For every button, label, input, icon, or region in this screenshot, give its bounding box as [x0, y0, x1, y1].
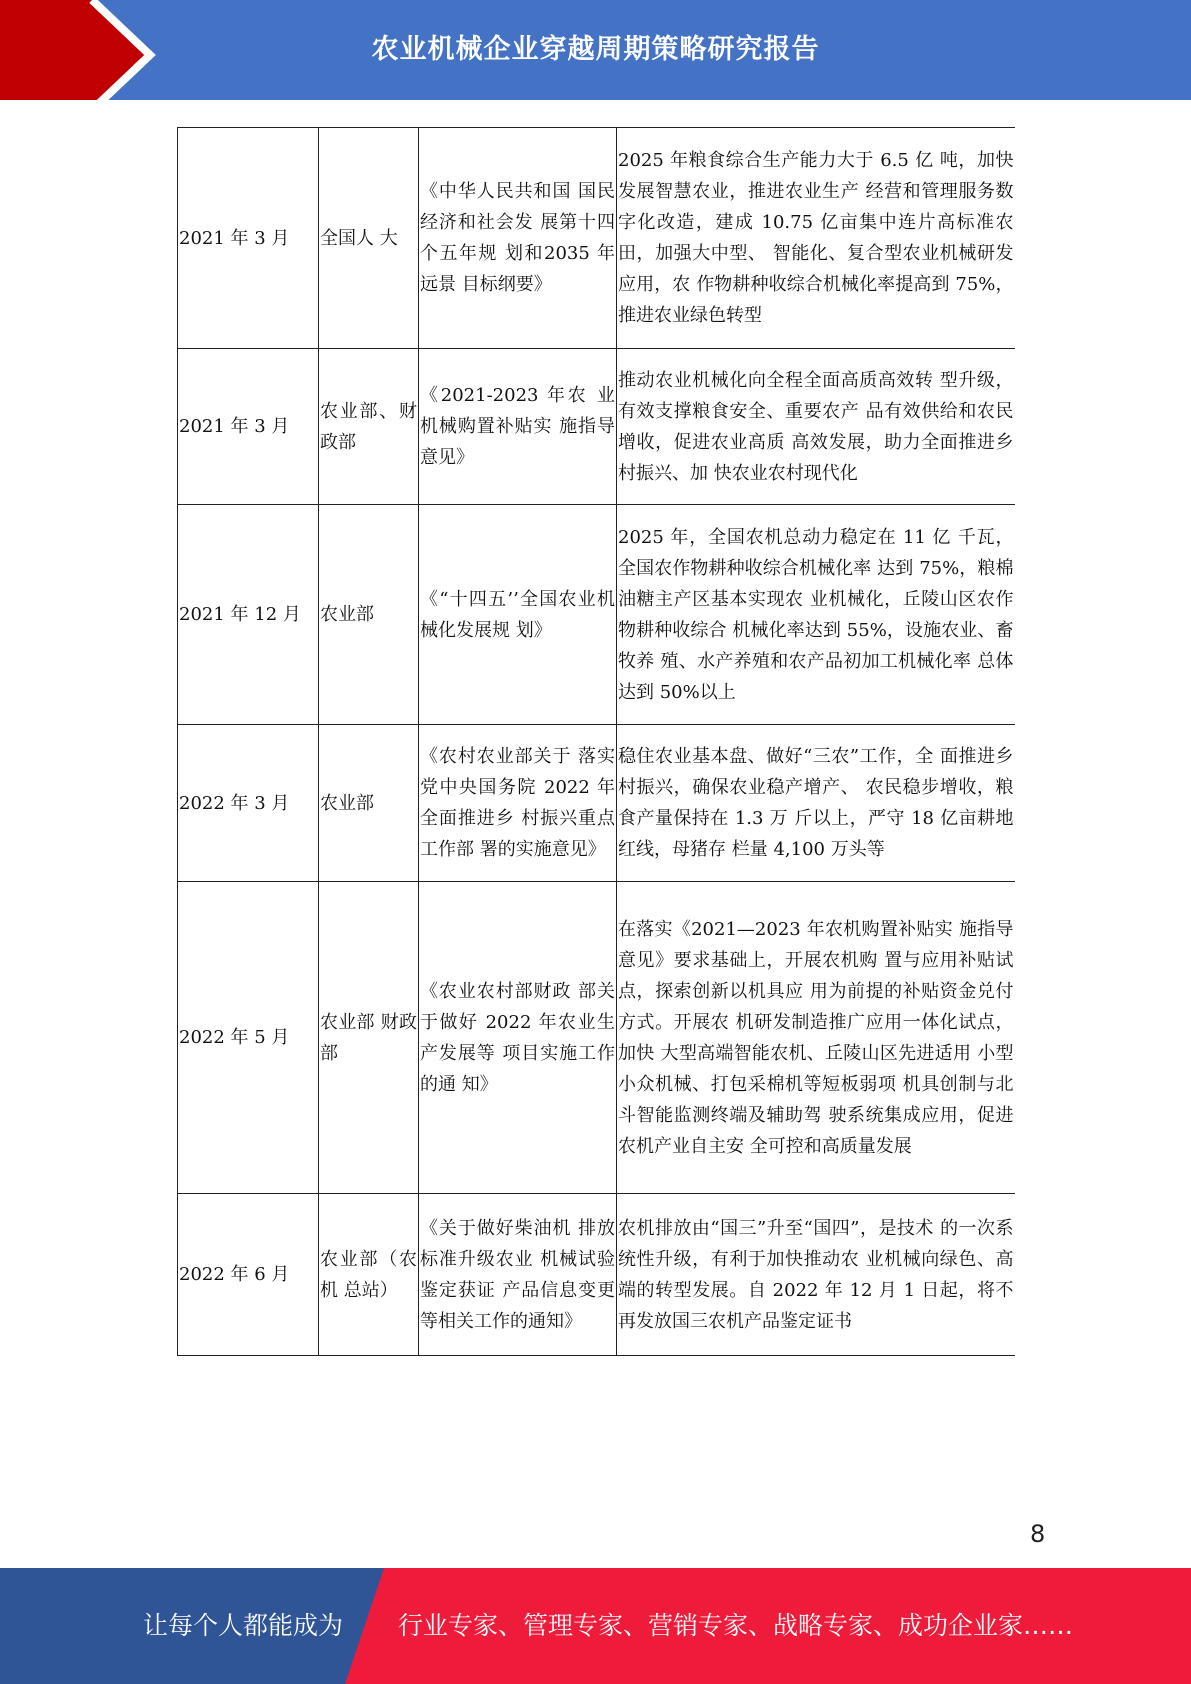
cell-date: 2021 年 3 月: [178, 349, 319, 505]
page-header: [0, 0, 1191, 110]
table-row: [178, 505, 1015, 725]
cell-document: 《中华人民共和国 国民经济和社会发 展第十四个五年规 划和2035 年远景 目标纲要》: [419, 128, 617, 349]
cell-content: 2025 年粮食综合生产能力大于 6.5 亿 吨，加快发展智慧农业，推进农业生产 经营和管理服务数字化改造，建成 10.75 亿亩集中连片高标准农田，加强大中型、 智能化、复合型农业机械研发应用，农 作物耕种收综合机械化率提高到 75%， 推进农业绿色转型: [617, 128, 1015, 349]
page-number: 8: [1030, 1520, 1046, 1548]
cell-department: 全国人 大: [319, 128, 419, 349]
table-row: [178, 725, 1015, 882]
cell-document: 《农业农村部财政 部关于做好 2022 年农业生产发展等 项目实施工作的通 知》: [419, 882, 617, 1194]
cell-document: 《农村农业部关于 落实党中央国务院 2022 年全面推进乡 村振兴重点工作部 署的实施意见》: [419, 725, 617, 882]
cell-date: 2021 年 3 月: [178, 128, 319, 349]
cell-date: 2022 年 6 月: [178, 1194, 319, 1356]
cell-date: 2022 年 3 月: [178, 725, 319, 882]
cell-document: 《关于做好柴油机 排放标准升级农业 机械试验鉴定获证 产品信息变更等相关工作的通知》: [419, 1194, 617, 1356]
cell-content: 2025 年，全国农机总动力稳定在 11 亿 千瓦，全国农作物耕种收综合机械化率 达到 75%，粮棉油糖主产区基本实现农 业机械化，丘陵山区农作物耕种收综合 机械化率达到 55%，设施农业、畜牧养 殖、水产养殖和农产品初加工机械化率 总体达到 50%以上: [617, 505, 1015, 725]
cell-document: 《“十四五’’全国农业机械化发展规 划》: [419, 505, 617, 725]
footer-slogan-left: 让每个人都能成为: [143, 1611, 344, 1640]
footer-slogan-right: 行业专家、管理专家、营销专家、战略专家、成功企业家……: [398, 1611, 1074, 1640]
table-row: [178, 128, 1015, 349]
policy-table-wrapper: [177, 127, 1014, 1356]
cell-department: 农业部 财政部: [319, 882, 419, 1194]
cell-department: 农业部、财政部: [319, 349, 419, 505]
cell-content: 稳住农业基本盘、做好“三农”工作，全 面推进乡村振兴，确保农业稳产增产、 农民稳步增收，粮食产量保持在 1.3 万 斤以上，严守 18 亿亩耕地红线，母猪存 栏量 4,100 万头等: [617, 725, 1015, 882]
table-row: [178, 882, 1015, 1194]
table-row: [178, 349, 1015, 505]
cell-department: 农业部（农机 总站）: [319, 1194, 419, 1356]
cell-content: 农机排放由“国三”升至“国四”，是技术 的一次系统性升级，有利于加快推动农 业机械向绿色、高端的转型发展。自 2022 年 12 月 1 日起，将不再发放国三农机产品鉴定证书: [617, 1194, 1015, 1356]
cell-content: 推动农业机械化向全程全面高质高效转 型升级，有效支撑粮食安全、重要农产 品有效供给和农民增收，促进农业高质 高效发展，助力全面推进乡村振兴、加 快农业农村现代化: [617, 349, 1015, 505]
cell-department: 农业部: [319, 505, 419, 725]
cell-document: 《2021-2023 年农 业机械购置补贴实 施指导意见》: [419, 349, 617, 505]
cell-department: 农业部: [319, 725, 419, 882]
cell-content: 在落实《2021—2023 年农机购置补贴实 施指导意见》要求基础上，开展农机购 置与应用补贴试点，探索创新以机具应 用为前提的补贴资金兑付方式。开展农 机研发制造推广应用一体化试点，加快 大型高端智能农机、丘陵山区先进适用 小型小众机械、打包采棉机等短板弱项 机具创制与北斗智能监测终端及辅助驾 驶系统集成应用，促进农机产业自主安 全可控和高质量发展: [617, 882, 1015, 1194]
page-title: 农业机械企业穿越周期策略研究报告: [371, 34, 820, 65]
cell-date: 2021 年 12 月: [178, 505, 319, 725]
cell-date: 2022 年 5 月: [178, 882, 319, 1194]
header-bottom-strip: [0, 100, 1191, 110]
table-row: [178, 1194, 1015, 1356]
policy-table: [177, 127, 1015, 1356]
page-footer: [0, 1568, 1191, 1684]
